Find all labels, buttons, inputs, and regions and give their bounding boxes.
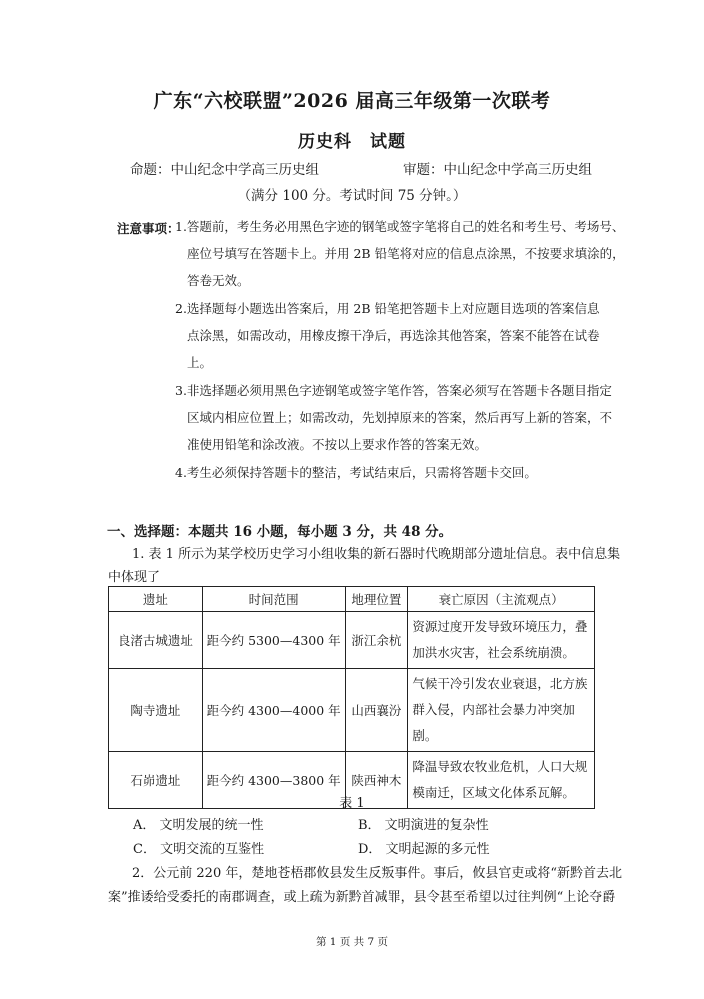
exam-title: 广东“六校联盟”2026 届高三年级第一次联考 (153, 90, 551, 112)
reason-line: 剧。 (412, 728, 438, 743)
table-caption: 表 1 (339, 796, 365, 811)
notice-line: 点涂黑，如需改动，用橡皮擦干净后，再选涂其他答案，答案不能答在试卷 (187, 328, 600, 343)
table-cell-time: 距今约 5300—4300 年 (202, 612, 345, 669)
score-note: （满分 100 分。考试时间 75 分钟。） (237, 188, 467, 204)
notice-label: 注意事项： (117, 221, 180, 236)
question-1-text-cont: 中体现了 (108, 570, 161, 585)
table-header: 地理位置 (345, 587, 408, 612)
table-header: 时间范围 (202, 587, 345, 612)
reason-line: 群入侵，内部社会暴力冲突加 (412, 702, 575, 717)
table-cell-location: 山西襄汾 (345, 669, 408, 752)
reason-line: 加洪水灾害，社会系统崩溃。 (412, 645, 575, 660)
table-row (109, 612, 595, 669)
reason-line: 资源过度开发导致环境压力，叠 (412, 619, 588, 634)
question-2-text-cont: 案”推诿给受委托的南郡调查，或上疏为新黔首减罪，县令甚至希望以过往判例“上论夺爵 (108, 890, 616, 905)
table-cell-time: 距今约 4300—3800 年 (202, 752, 345, 809)
table-cell-site: 石峁遗址 (109, 752, 203, 809)
notice-line: 2.选择题每小题选出答案后，用 2B 铅笔把答题卡上对应题目选项的答案信息 (175, 301, 600, 316)
section-heading: 一、选择题：本题共 16 小题，每小题 3 分，共 48 分。 (107, 524, 453, 540)
notice-line: 准使用铅笔和涂改液。不按以上要求作答的答案无效。 (187, 437, 488, 452)
question-2-text: 2．公元前 220 年，楚地苍梧郡攸县发生反叛事件。事后，攸县官吏或将“新黔首去北 (132, 866, 622, 881)
question-1-text: 1. 表 1 所示为某学校历史学习小组收集的新石器时代晚期部分遗址信息。表中信息集 (132, 547, 621, 562)
author-reviewer: 审题：中山纪念中学高三历史组 (403, 162, 592, 178)
notice-line: 上。 (187, 355, 213, 370)
notice-line: 4.考生必须保持答题卡的整洁，考试结束后，只需将答题卡交回。 (175, 465, 537, 480)
table-header: 遗址 (109, 587, 203, 612)
table-cell-time: 距今约 4300—4000 年 (202, 669, 345, 752)
author-proposer: 命题：中山纪念中学高三历史组 (130, 162, 319, 178)
option-d: D． 文明起源的多元性 (358, 842, 490, 857)
table-header-row (109, 587, 595, 612)
table-row (109, 669, 595, 752)
table-cell-reason (408, 669, 595, 752)
notice-line: 区域内相应位置上；如需改动，先划掉原来的答案，然后再写上新的答案，不 (187, 410, 613, 425)
option-a: A． 文明发展的统一性 (133, 818, 264, 833)
notice-line: 答卷无效。 (187, 273, 250, 288)
reason-line: 模南迁，区域文化体系瓦解。 (412, 785, 575, 800)
exam-subject: 历史科 试题 (298, 132, 406, 152)
table-cell-site: 良渚古城遗址 (109, 612, 203, 669)
site-info-table (108, 586, 595, 809)
notice-line: 1.答题前，考生务必用黑色字迹的钢笔或签字笔将自己的姓名和考生号、考场号、 (175, 219, 625, 234)
reason-line: 降温导致农牧业危机，人口大规 (412, 759, 588, 774)
page-footer: 第 1 页 共 7 页 (315, 936, 389, 948)
table-cell-reason (408, 612, 595, 669)
option-c: C． 文明交流的互鉴性 (133, 842, 265, 857)
reason-line: 气候干冷引发农业衰退，北方族 (412, 676, 588, 691)
notice-line: 3.非选择题必须用黑色字迹钢笔或签字笔作答，答案必须写在答题卡各题目指定 (175, 383, 612, 398)
table-cell-site: 陶寺遗址 (109, 669, 203, 752)
table-header: 衰亡原因（主流观点） (408, 587, 595, 612)
option-b: B． 文明演进的复杂性 (358, 818, 489, 833)
table-cell-location: 浙江余杭 (345, 612, 408, 669)
notice-line: 座位号填写在答题卡上。并用 2B 铅笔将对应的信息点涂黑，不按要求填涂的， (187, 246, 625, 261)
table-cell-location: 陕西神木 (345, 752, 408, 809)
